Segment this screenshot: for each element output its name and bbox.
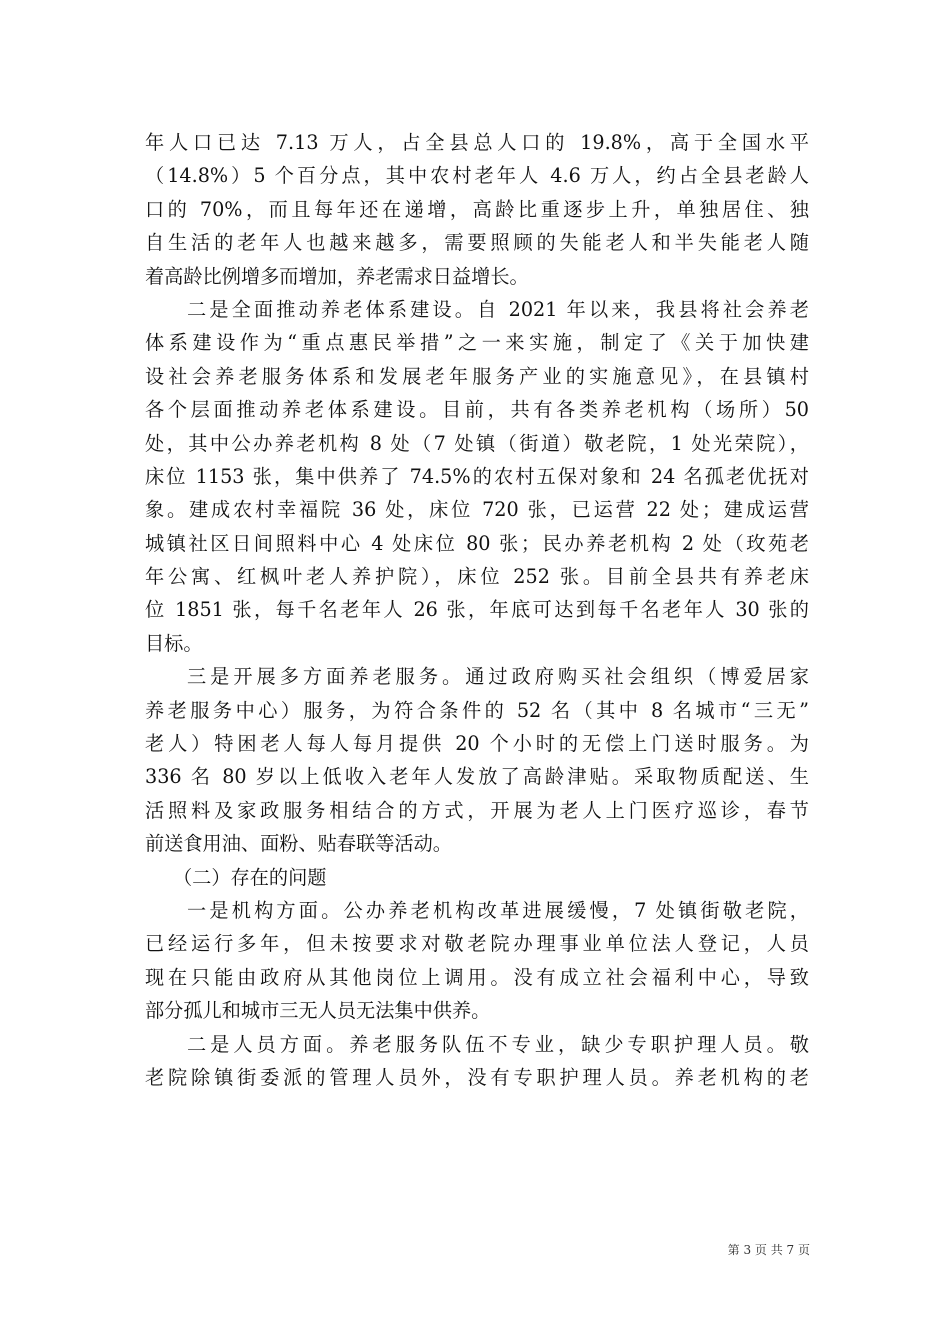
text-line: 部分孤儿和城市三无人员无法集中供养。: [145, 999, 491, 1023]
text-line: 城镇社区日间照料中心 4 处床位 80 张；民办养老机构 2 处（玫苑老: [145, 531, 809, 555]
section-heading: （二）存在的问题: [173, 865, 327, 889]
paragraph-start: 二是全面推动养老体系建设。自 2021 年以来，我县将社会养老: [187, 297, 809, 321]
document-body: [145, 126, 809, 1094]
text-line: 老院除镇街委派的管理人员外，没有专职护理人员。养老机构的老: [145, 1065, 809, 1089]
text-line: 年人口已达 7.13 万人，占全县总人口的 19.8%，高于全国水平: [145, 131, 809, 154]
text-line: 床位 1153 张，集中供养了 74.5%的农村五保对象和 24 名孤老优抚对: [145, 464, 809, 488]
text-line: 象。建成农村幸福院 36 处，床位 720 张，已运营 22 处；建成运营: [145, 498, 809, 522]
paragraph-start: 一是机构方面。公办养老机构改革进展缓慢，7 处镇街敬老院，: [187, 898, 809, 922]
text-line: 现在只能由政府从其他岗位上调用。没有成立社会福利中心，导致: [145, 965, 809, 989]
paragraph-start: 三是开展多方面养老服务。通过政府购买社会组织（博爱居家: [187, 665, 809, 689]
text-line: 口的 70%，而且每年还在递增，高龄比重逐步上升，单独居住、独: [145, 197, 809, 221]
text-line: 活照料及家政服务相结合的方式，开展为老人上门医疗巡诊，春节: [145, 798, 809, 822]
text-line: 336 名 80 岁以上低收入老年人发放了高龄津贴。采取物质配送、生: [145, 765, 809, 789]
text-line: 目标。: [145, 631, 203, 655]
text-line: 各个层面推动养老体系建设。目前，共有各类养老机构（场所）50: [145, 398, 809, 422]
text-line: 已经运行多年，但未按要求对敬老院办理事业单位法人登记，人员: [145, 932, 809, 956]
text-line: （14.8%）5 个百分点，其中农村老年人 4.6 万人，约占全县老龄人: [145, 164, 809, 188]
text-line: 老人）特困老人每人每月提供 20 个小时的无偿上门送时服务。为: [145, 732, 809, 756]
paragraph-start: 二是人员方面。养老服务队伍不专业，缺少专职护理人员。敬: [187, 1032, 809, 1056]
text-line: 着高龄比例增多而增加，养老需求日益增长。: [145, 264, 529, 288]
text-line: 处，其中公办养老机构 8 处（7 处镇（街道）敬老院，1 处光荣院），: [145, 431, 809, 455]
page-number: 第 3 页 共 7 页: [727, 1243, 810, 1257]
text-line: 位 1851 张，每千名老年人 26 张，年底可达到每千名老年人 30 张的: [145, 598, 809, 622]
text-line: 前送食用油、面粉、贴春联等活动。: [145, 832, 452, 856]
text-line: 体系建设作为“重点惠民举措”之一来实施，制定了《关于加快建: [145, 331, 809, 355]
text-line: 养老服务中心）服务，为符合条件的 52 名（其中 8 名城市“三无”: [145, 698, 809, 722]
text-line: 设社会养老服务体系和发展老年服务产业的实施意见》，在县镇村: [145, 364, 809, 388]
text-line: 年公寓、红枫叶老人养护院），床位 252 张。目前全县共有养老床: [145, 565, 809, 589]
text-line: 自生活的老年人也越来越多，需要照顾的失能老人和半失能老人随: [145, 231, 809, 255]
